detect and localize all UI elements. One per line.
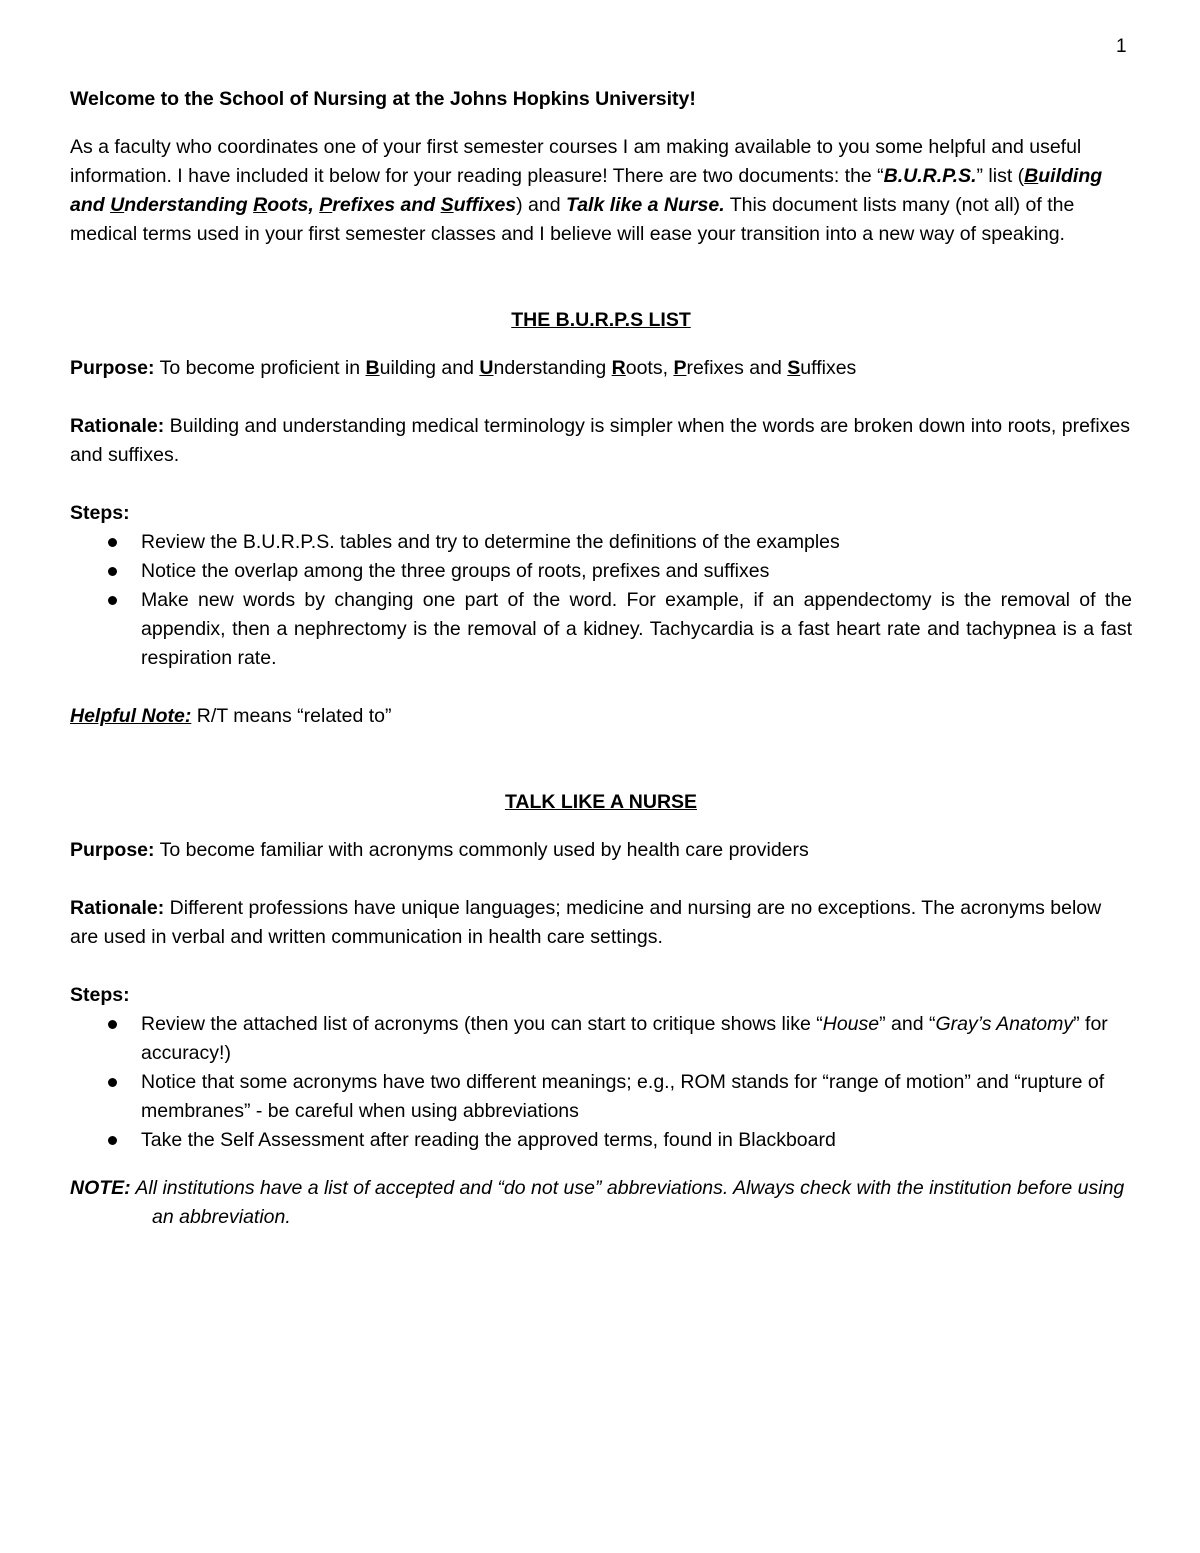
list-item: Take the Self Assessment after reading the approved terms, found in Blackboard: [70, 1126, 1132, 1155]
bullet-icon: [108, 538, 117, 547]
bullet-icon: [108, 567, 117, 576]
burps-purpose: Purpose: To become proficient in Building and Understanding Roots, Prefixes and Suffixes: [70, 357, 857, 379]
talk-steps-list: [70, 1010, 1132, 1155]
intro-paragraph: [70, 133, 1132, 249]
list-item: Review the attached list of acronyms (then you can start to critique shows like “House” and “Gray’s Anatomy” for accuracy!): [70, 1010, 1132, 1068]
rationale-text: Building and understanding medical terminology is simpler when the words are broken down into roots, prefixes and suffixes.: [70, 415, 1131, 466]
burps-rationale: [70, 412, 1132, 470]
steps-label: Steps:: [70, 984, 130, 1006]
intro-text: As a faculty who coordinates one of your first semester courses I am making available to you some helpful and useful information. I have included it below for your reading pleasure! There are two documents: the “: [70, 136, 1082, 187]
burps-term: B.U.R.P.S.: [883, 165, 977, 187]
helpful-note-label: Helpful Note:: [70, 705, 192, 727]
helpful-note-text: R/T means “related to”: [191, 705, 392, 727]
document-title: Welcome to the School of Nursing at the Johns Hopkins University!: [70, 88, 696, 110]
burps-heading: THE B.U.R.P.S LIST: [511, 309, 691, 331]
intro-text: ) and: [516, 194, 567, 216]
list-item: Make new words by changing one part of the word. For example, if an appendectomy is the removal of the appendix, then a nephrectomy is the removal of a kidney. Tachycardia is a fast heart rate and tachypnea is a fast respiration rate.: [70, 586, 1132, 673]
purpose-label: Purpose:: [70, 839, 155, 861]
steps-label: Steps:: [70, 502, 130, 524]
burps-steps: [70, 499, 1132, 673]
bullet-icon: [108, 1020, 117, 1029]
list-item: Review the B.U.R.P.S. tables and try to determine the definitions of the examples: [70, 528, 1132, 557]
talk-like-nurse-term: Talk like a Nurse.: [566, 194, 725, 216]
talk-rationale: [70, 894, 1132, 952]
talk-heading: TALK LIKE A NURSE: [504, 791, 698, 813]
institution-note: [70, 1174, 1132, 1232]
purpose-text: To become familiar with acronyms commonly used by health care providers: [154, 839, 809, 861]
bullet-icon: [108, 1136, 117, 1145]
note-text: All institutions have a list of accepted and “do not use” abbreviations. Always check with the institution before using an abbreviation.: [130, 1177, 1125, 1228]
list-item: Notice the overlap among the three groups of roots, prefixes and suffixes: [70, 557, 1132, 586]
intro-text: This document lists many (not all) of the medical terms used in your first semester classes and I believe will ease your transition into a new way of speaking.: [70, 194, 1075, 245]
talk-purpose: [70, 836, 1132, 865]
list-item: Notice that some acronyms have two different meanings; e.g., ROM stands for “range of motion” and “rupture of membranes” - be careful when using abbreviations: [70, 1068, 1132, 1126]
talk-steps: [70, 981, 1132, 1155]
bullet-icon: [108, 596, 117, 605]
page-number: 1: [1116, 36, 1127, 57]
rationale-label: Rationale:: [70, 415, 165, 437]
rationale-text: Different professions have unique languages; medicine and nursing are no exceptions. The acronyms below are used in verbal and written communication in health care settings.: [70, 897, 1102, 948]
bullet-icon: [108, 1078, 117, 1087]
burps-steps-list: [70, 528, 1132, 673]
intro-text: ” list (: [976, 165, 1025, 187]
rationale-label: Rationale:: [70, 897, 165, 919]
note-label: NOTE:: [70, 1177, 131, 1199]
helpful-note: [70, 702, 1132, 731]
burps-expansion: Building and Understanding Roots, Prefixes and Suffixes: [70, 165, 1103, 216]
purpose-label: Purpose:: [70, 357, 155, 379]
document-body: [70, 85, 1132, 1232]
